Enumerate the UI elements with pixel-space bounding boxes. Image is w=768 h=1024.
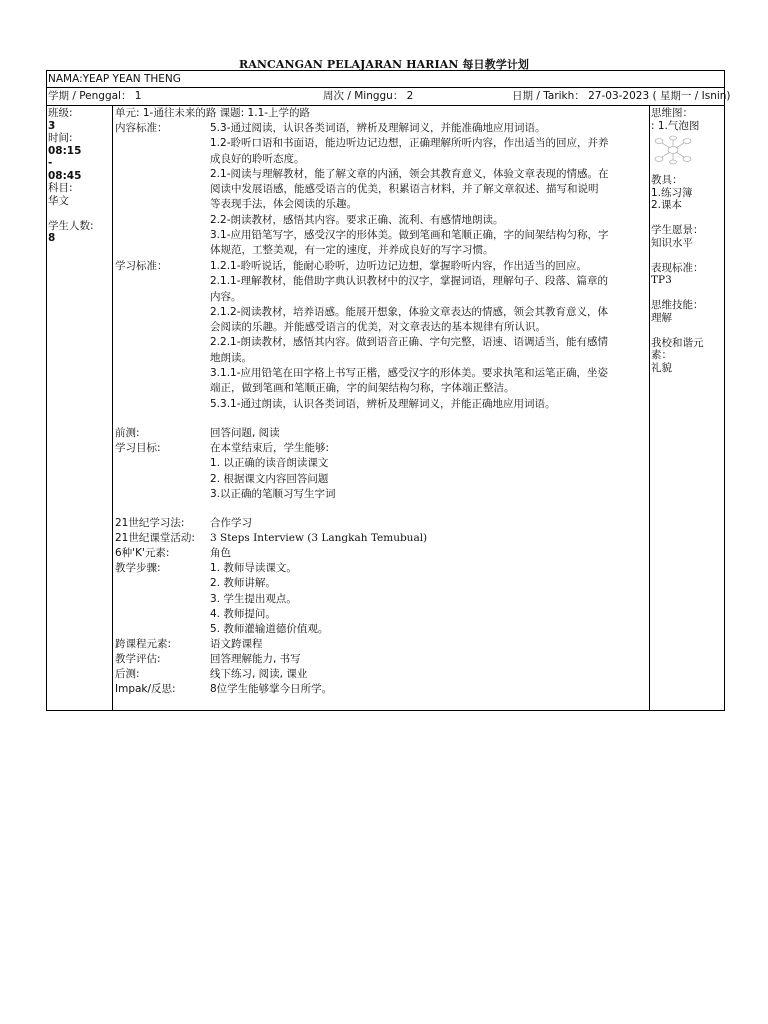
term-field: 学期 / Penggal： 1 [48,90,142,102]
reflection-label: Impak/反思: [115,683,176,695]
learning-standard-line: 2.1.2-阅读教材，培养语感。能展开想象，体验文章表达的情感，领会其教育意义，体 [210,305,609,318]
objectives-label: 学习目标: [115,442,161,454]
learning-standard-line: 5.3.1-通过朗读，认识各类词语，辨析及理解词义，并能正确地应用词语。 [210,397,556,410]
steps-label: 教学步骤: [115,562,161,574]
time-end: 08:45 [48,169,82,182]
teacher-name: NAMA:YEAP YEAN THENG [47,71,724,88]
thinking-map-value: : 1.气泡图 [651,119,700,132]
reflection-value: 8位学生能够掌今日所学。 [210,683,333,695]
subject-value: 华文 [48,194,69,207]
content-standard-line: 3.1-应用铅笔写字，感受汉字的形体美。做到笔画和笔顺正确，字的间架结构匀称，字 [210,229,609,242]
learning-standard-line: 2.1.1-理解教材，能借助字典认识教材中的汉字，掌握词语，理解句子、段落、篇章的 [210,275,609,288]
tools-item: 1.练习簿 [651,186,693,199]
content-standard-line: 等表现手法，体会阅读的乐趣。 [210,198,357,211]
learning-standard-line: 1.2.1-聆听说话，能耐心聆听，边听边记边想，掌握聆听内容，作出适当的回应。 [210,260,588,272]
bubble-map-icon [653,135,693,165]
class-activity-value: 3 Steps Interview (3 Langkah Temubual) [210,532,428,544]
performance-value: TP3 [651,274,672,286]
pretest-value: 回答问题, 阅读 [210,427,280,439]
meta-row [47,88,731,106]
steps-list [210,561,646,637]
content-standard-line: 2.1-阅读与理解教材，能了解文章的内涵，领会其教育意义，体验文章表现的情感。在 [210,167,609,180]
content-standard-line: 成良好的聆听态度。 [210,152,305,165]
date-field: 日期 / Tarikh： 27-03-2023 ( 星期一 / Isnin) [512,90,731,102]
six-k-value: 角色 [210,547,231,559]
unit-topic: 单元: 1-通往未来的路 课题: 1.1-上学的路 [115,107,311,119]
class-label: 班级: [48,107,73,119]
step-line: 2. 教师讲解。 [210,577,276,590]
thinking-skill-value: 理解 [651,311,672,324]
content-standard-line: 体规范，工整美观，有一定的速度，并养成良好的写字习惯。 [210,244,494,257]
objective-line: 1. 以正确的读音朗读课文 [210,457,329,470]
assessment-value: 回答理解能力, 书写 [210,653,301,665]
learning-standard-line: 3.1.1-应用铅笔在田字格上书写正楷，感受汉字的形体美。要求执笔和运笔正确，坐姿 [210,367,609,380]
class-info-column [47,106,113,710]
class-value: 3 [48,119,56,132]
lesson-plan-table [46,70,731,711]
time-label: 时间: [48,132,73,144]
objectives-list [210,441,646,502]
content-standard-line: 阅读中发展语感，能感受语言的优美，积累语言材料，并了解文章叙述、描写和说明 [210,183,599,196]
week-field: 周次 / Minggu： 2 [323,90,414,102]
tools-item: 2.课本 [651,199,683,211]
lesson-details-column [113,106,650,710]
objective-line: 3.以正确的笔顺习写生字词 [210,487,336,500]
objective-line: 2. 根据课文内容回答问题 [210,472,329,485]
tools-label: 教具： [651,174,683,186]
step-line: 1. 教师导读课文。 [210,562,297,574]
step-line: 3. 学生提出观点。 [210,592,297,605]
learning-standard-label: 学习标准： [115,260,168,272]
cross-curricular-value: 语文跨课程 [210,638,263,650]
objective-line: 在本堂结束后，学生能够: [210,442,330,454]
pretest-label: 前测: [115,427,140,439]
content-standard-label: 内容标准： [115,122,168,134]
time-start: 08:15 [48,144,82,157]
thinking-map-label: 思维图： [651,107,693,119]
posttest-value: 线下练习, 阅读, 课业 [210,668,308,680]
students-label: 学生人数: [48,219,94,232]
school-values-value: 礼貌 [651,361,672,374]
content-standard-line: 5.3-通过阅读，认识各类词语，辨析及理解词义，并能准确地应用词语。 [210,122,546,134]
performance-label: 表现标准： [651,261,704,274]
document-title: RANCANGAN PELAJARAN HARIAN 每日教学计划 [238,58,530,71]
learning-standard-line: 地朗读。 [210,351,252,364]
learning-standard-line: 会阅读的乐趣。并能感受语言的优美，对文章表达的基本规律有所认识。 [210,321,546,334]
school-values-label-cont: 素： [651,349,672,361]
students-value: 8 [48,232,56,244]
learning-method-value: 合作学习 [210,517,252,529]
assessment-label: 教学评估: [115,653,161,665]
cross-curricular-label: 跨课程元素: [115,638,172,650]
subject-label: 科目: [48,182,73,194]
content-standard-line: 1.2-聆听口语和书面语，能边听边记边想，正确理解所听内容，作出适当的回应，并养 [210,137,609,150]
step-line: 5. 教师灌输道德价值观。 [210,623,329,636]
learning-standard-line: 2.2.1-朗读教材，感悟其内容。做到语音正确、字句完整，语速、语调适当，能有感情 [210,336,609,349]
content-standard-line: 2.2-朗读教材，感悟其内容。要求正确、流利、有感情地朗读。 [210,213,504,226]
time-dash: - [48,157,53,169]
learning-standard-line: 内容。 [210,290,242,303]
class-activity-label: 21世纪课堂活动: [115,532,195,544]
content-standard-list [210,121,646,259]
aspiration-value: 知识水平 [651,236,693,249]
main-section [47,106,724,710]
supporting-info-column [649,106,726,710]
school-values-label: 我校和谐元 [651,336,704,349]
step-line: 4. 教师提问。 [210,607,276,620]
posttest-label: 后测: [115,668,140,680]
learning-method-label: 21世纪学习法: [115,517,185,529]
thinking-skill-label: 思维技能： [651,299,704,311]
aspiration-label: 学生愿景： [651,224,704,236]
six-k-label: 6种'K'元素: [115,547,170,559]
learning-standard-line: 端正，做到笔画和笔顺正确，字的间架结构匀称，字体端正整洁。 [210,382,515,395]
learning-standard-list [210,259,646,412]
